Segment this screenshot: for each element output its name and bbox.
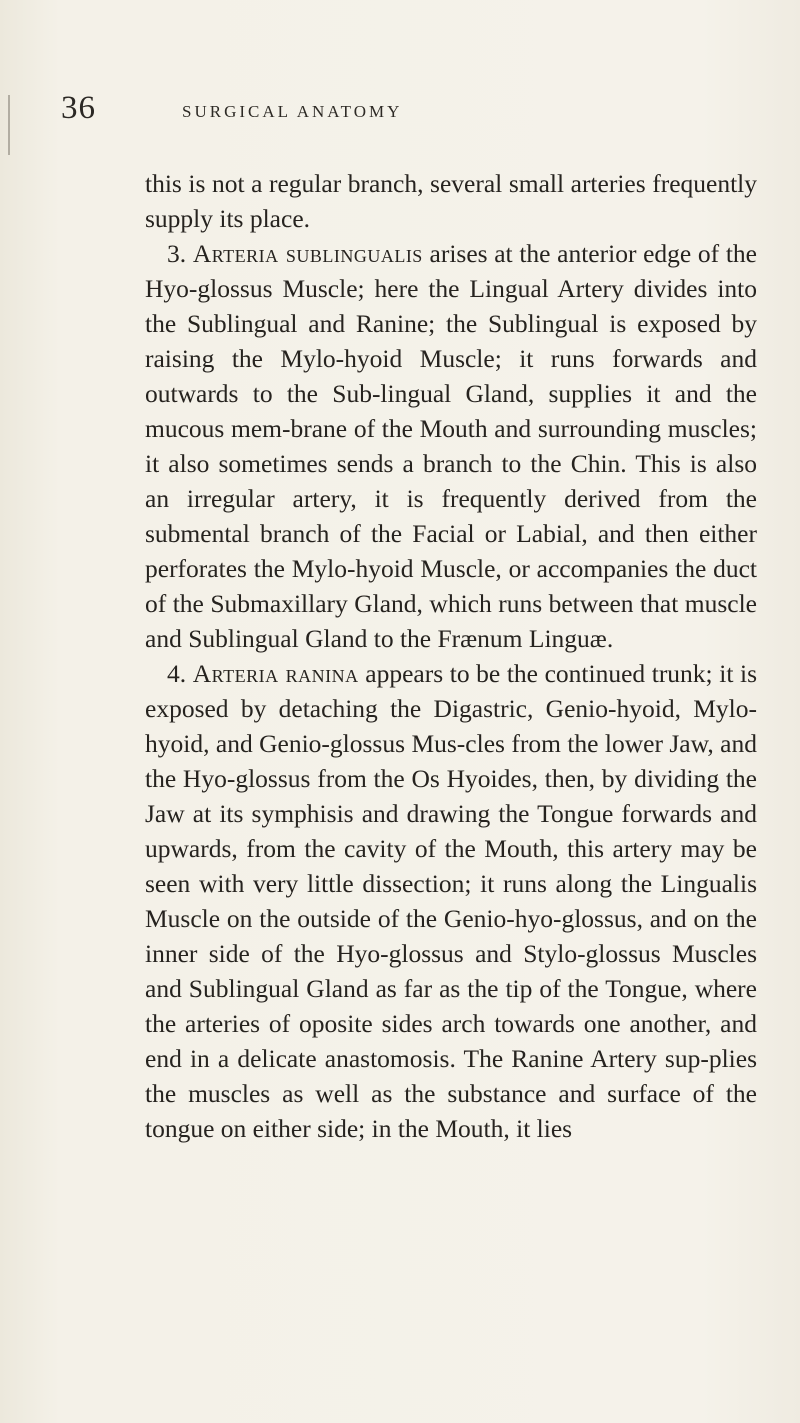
paragraph-arteria-sublingualis (145, 236, 757, 656)
section-number: 4. (167, 659, 187, 688)
paragraph-continuation: this is not a regular branch, several small arteries frequently supply its place. (145, 169, 757, 233)
page-header (0, 88, 800, 128)
body-text (145, 166, 757, 1146)
section-term: Arteria sublingualis (192, 239, 423, 268)
page-number: 36 (61, 90, 96, 126)
section-text: appears to be the continued trunk; it is exposed by detaching the Digastric, Genio-hyoid, Mylo-hyoid, and Genio-glossus Mus-cles from the lower Jaw, and the Hyo-glossus from the Os Hyoides, then, by dividing the Jaw at its symphisis and drawing the Tongue forwards and upwards, from the cavity of the Mouth, this artery may be seen with very little dissection; it runs along the Lingualis Muscle on the outside of the Genio-hyo-glossus, and on the inner side of the Hyo-glossus and Stylo-glossus Muscles and Sublingual Gland as far as the tip of the Tongue, where the arteries of oposite sides arch towards one another, and end in a delicate anastomosis. The Ranine Artery sup-plies the muscles as well as the substance and surface of the tongue on either side; in the Mouth, it lies (145, 659, 758, 1143)
section-number: 3. (167, 239, 187, 268)
paragraph-arteria-ranina (145, 656, 757, 1146)
running-head: SURGICAL ANATOMY (182, 102, 403, 121)
section-text: arises at the anterior edge of the Hyo-glossus Muscle; here the Lingual Artery divides into the Sublingual and Ranine; the Sublingual is exposed by raising the Mylo-hyoid Muscle; it runs forwards and outwards to the Sub-lingual Gland, supplies it and the mucous mem-brane of the Mouth and surrounding muscles; it also sometimes sends a branch to the Chin. This is also an irregular artery, it is frequently derived from the submental branch of the Facial or Labial, and then either perforates the Mylo-hyoid Muscle, or accompanies the duct of the Submaxillary Gland, which runs between that muscle and Sublingual Gland to the Frænum Linguæ. (145, 239, 758, 653)
section-term: Arteria ranina (192, 659, 359, 688)
